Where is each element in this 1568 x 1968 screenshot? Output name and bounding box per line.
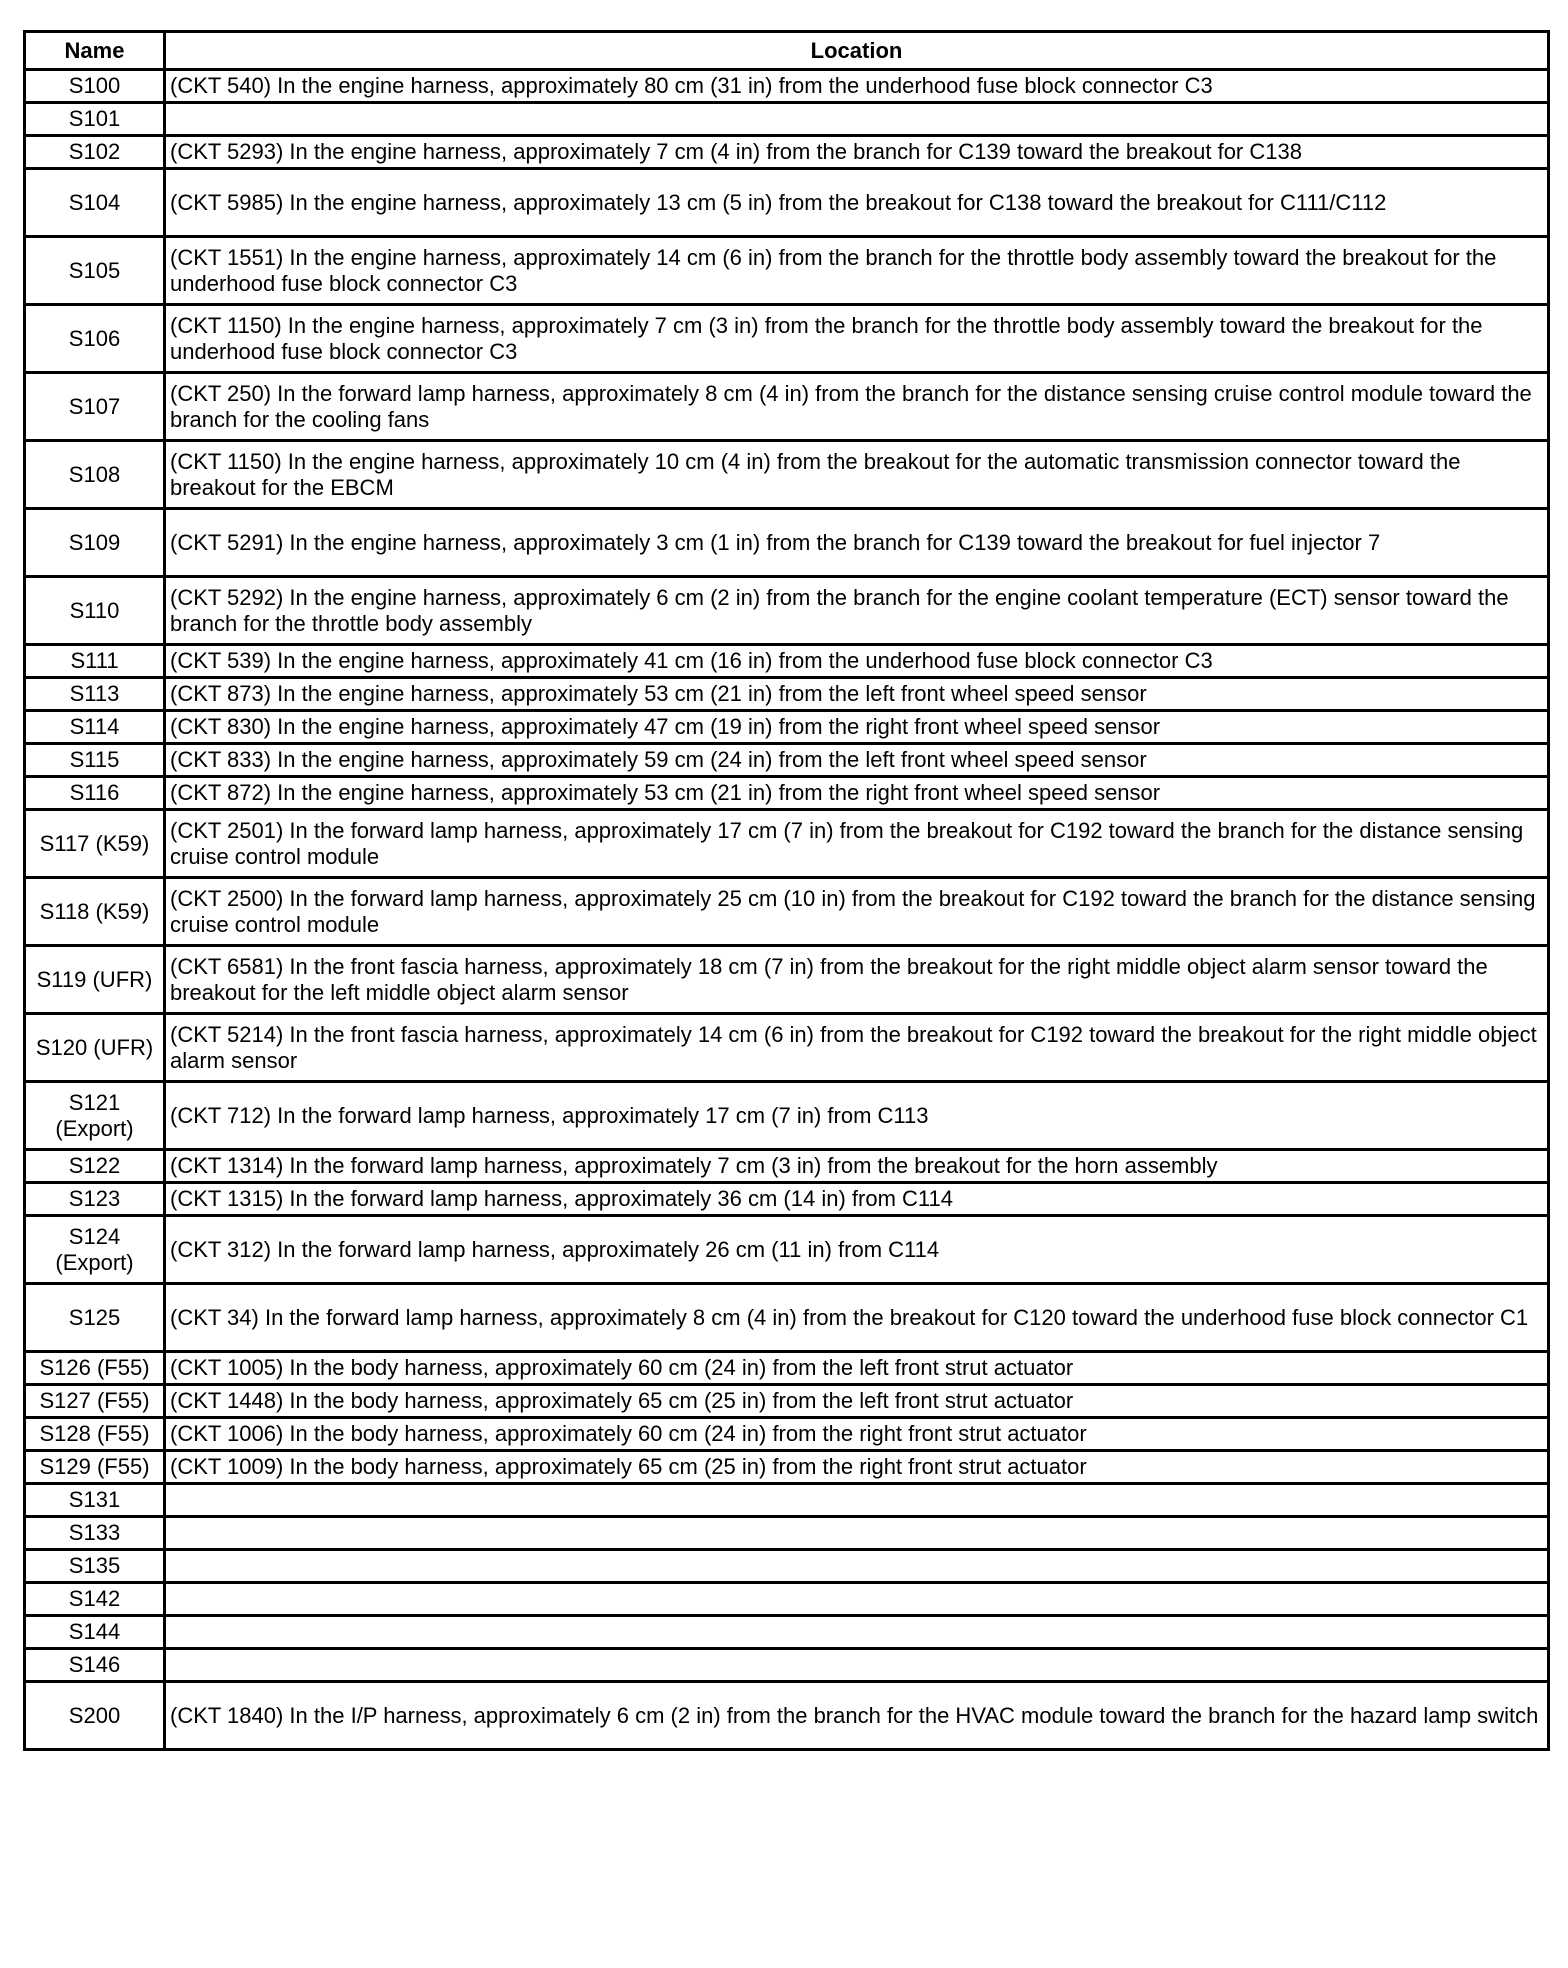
splice-location-cell: (CKT 2500) In the forward lamp harness, approximately 25 cm (10 in) from the breakout for C192 toward the branch for the distance sensing cruise control module [165, 878, 1549, 946]
splice-name-cell: S114 [25, 711, 165, 744]
splice-location-cell [165, 1550, 1549, 1583]
splice-location-cell: (CKT 1551) In the engine harness, approximately 14 cm (6 in) from the branch for the throttle body assembly toward the breakout for the underhood fuse block connector C3 [165, 237, 1549, 305]
splice-name-cell: S128 (F55) [25, 1418, 165, 1451]
splice-name-cell: S101 [25, 103, 165, 136]
splice-location-table [23, 30, 1550, 1751]
splice-name-cell: S115 [25, 744, 165, 777]
table-row [25, 103, 1549, 136]
table-row [25, 1352, 1549, 1385]
splice-location-cell: (CKT 5293) In the engine harness, approximately 7 cm (4 in) from the branch for C139 toward the breakout for C138 [165, 136, 1549, 169]
splice-name-cell: S102 [25, 136, 165, 169]
table-row [25, 509, 1549, 577]
splice-name-cell: S133 [25, 1517, 165, 1550]
splice-location-cell: (CKT 1006) In the body harness, approximately 60 cm (24 in) from the right front strut actuator [165, 1418, 1549, 1451]
splice-name-cell: S135 [25, 1550, 165, 1583]
table-row [25, 373, 1549, 441]
splice-location-cell: (CKT 540) In the engine harness, approximately 80 cm (31 in) from the underhood fuse block connector C3 [165, 70, 1549, 103]
splice-location-cell: (CKT 5985) In the engine harness, approximately 13 cm (5 in) from the breakout for C138 toward the breakout for C111/C112 [165, 169, 1549, 237]
table-row [25, 169, 1549, 237]
splice-location-cell: (CKT 1009) In the body harness, approximately 65 cm (25 in) from the right front strut actuator [165, 1451, 1549, 1484]
table-body [25, 70, 1549, 1750]
splice-location-cell: (CKT 250) In the forward lamp harness, approximately 8 cm (4 in) from the branch for the distance sensing cruise control module toward the branch for the cooling fans [165, 373, 1549, 441]
table-row [25, 1616, 1549, 1649]
splice-name-cell: S116 [25, 777, 165, 810]
splice-name-cell: S109 [25, 509, 165, 577]
splice-location-cell: (CKT 872) In the engine harness, approximately 53 cm (21 in) from the right front wheel speed sensor [165, 777, 1549, 810]
splice-name-cell: S200 [25, 1682, 165, 1750]
splice-name-cell: S125 [25, 1284, 165, 1352]
table-row [25, 645, 1549, 678]
table-row [25, 1150, 1549, 1183]
splice-location-cell: (CKT 833) In the engine harness, approximately 59 cm (24 in) from the left front wheel speed sensor [165, 744, 1549, 777]
splice-name-cell: S100 [25, 70, 165, 103]
splice-location-cell: (CKT 5292) In the engine harness, approximately 6 cm (2 in) from the branch for the engine coolant temperature (ECT) sensor toward the branch for the throttle body assembly [165, 577, 1549, 645]
splice-name-cell: S111 [25, 645, 165, 678]
header-row [25, 32, 1549, 70]
splice-name-cell: S106 [25, 305, 165, 373]
splice-name-cell: S124 (Export) [25, 1216, 165, 1284]
table-row [25, 1216, 1549, 1284]
table-row [25, 1451, 1549, 1484]
table-row [25, 577, 1549, 645]
splice-location-cell [165, 103, 1549, 136]
splice-location-cell: (CKT 6581) In the front fascia harness, approximately 18 cm (7 in) from the breakout for the right middle object alarm sensor toward the breakout for the left middle object alarm sensor [165, 946, 1549, 1014]
table-row [25, 810, 1549, 878]
splice-location-cell: (CKT 1150) In the engine harness, approximately 10 cm (4 in) from the breakout for the automatic transmission connector toward the breakout for the EBCM [165, 441, 1549, 509]
splice-location-cell [165, 1583, 1549, 1616]
splice-location-cell: (CKT 312) In the forward lamp harness, approximately 26 cm (11 in) from C114 [165, 1216, 1549, 1284]
table-row [25, 711, 1549, 744]
column-header-location: Location [165, 32, 1549, 70]
splice-name-cell: S146 [25, 1649, 165, 1682]
splice-location-cell: (CKT 873) In the engine harness, approximately 53 cm (21 in) from the left front wheel speed sensor [165, 678, 1549, 711]
splice-name-cell: S104 [25, 169, 165, 237]
column-header-name: Name [25, 32, 165, 70]
splice-location-cell: (CKT 539) In the engine harness, approximately 41 cm (16 in) from the underhood fuse block connector C3 [165, 645, 1549, 678]
splice-location-cell: (CKT 34) In the forward lamp harness, approximately 8 cm (4 in) from the breakout for C120 toward the underhood fuse block connector C1 [165, 1284, 1549, 1352]
table-row [25, 1682, 1549, 1750]
splice-location-cell: (CKT 2501) In the forward lamp harness, approximately 17 cm (7 in) from the breakout for C192 toward the branch for the distance sensing cruise control module [165, 810, 1549, 878]
splice-location-cell: (CKT 712) In the forward lamp harness, approximately 17 cm (7 in) from C113 [165, 1082, 1549, 1150]
table-row [25, 136, 1549, 169]
splice-name-cell: S129 (F55) [25, 1451, 165, 1484]
splice-name-cell: S131 [25, 1484, 165, 1517]
splice-location-cell [165, 1484, 1549, 1517]
splice-name-cell: S119 (UFR) [25, 946, 165, 1014]
table-row [25, 878, 1549, 946]
table-row [25, 777, 1549, 810]
table-row [25, 1014, 1549, 1082]
splice-name-cell: S120 (UFR) [25, 1014, 165, 1082]
splice-location-cell: (CKT 5291) In the engine harness, approximately 3 cm (1 in) from the branch for C139 toward the breakout for fuel injector 7 [165, 509, 1549, 577]
splice-name-cell: S117 (K59) [25, 810, 165, 878]
splice-location-cell: (CKT 1005) In the body harness, approximately 60 cm (24 in) from the left front strut actuator [165, 1352, 1549, 1385]
table-row [25, 744, 1549, 777]
splice-name-cell: S126 (F55) [25, 1352, 165, 1385]
splice-name-cell: S105 [25, 237, 165, 305]
splice-location-cell: (CKT 1840) In the I/P harness, approximately 6 cm (2 in) from the branch for the HVAC module toward the branch for the hazard lamp switch [165, 1682, 1549, 1750]
table-row [25, 946, 1549, 1014]
splice-location-cell: (CKT 1448) In the body harness, approximately 65 cm (25 in) from the left front strut actuator [165, 1385, 1549, 1418]
splice-name-cell: S108 [25, 441, 165, 509]
splice-name-cell: S113 [25, 678, 165, 711]
table-row [25, 1284, 1549, 1352]
table-row [25, 1484, 1549, 1517]
table-row [25, 441, 1549, 509]
table-row [25, 1649, 1549, 1682]
splice-name-cell: S127 (F55) [25, 1385, 165, 1418]
splice-location-cell: (CKT 5214) In the front fascia harness, approximately 14 cm (6 in) from the breakout for C192 toward the breakout for the right middle object alarm sensor [165, 1014, 1549, 1082]
table-row [25, 1385, 1549, 1418]
splice-location-cell: (CKT 1314) In the forward lamp harness, approximately 7 cm (3 in) from the breakout for the horn assembly [165, 1150, 1549, 1183]
splice-name-cell: S107 [25, 373, 165, 441]
table-row [25, 1082, 1549, 1150]
table-row [25, 1418, 1549, 1451]
splice-location-cell: (CKT 830) In the engine harness, approximately 47 cm (19 in) from the right front wheel speed sensor [165, 711, 1549, 744]
splice-name-cell: S121 (Export) [25, 1082, 165, 1150]
splice-name-cell: S122 [25, 1150, 165, 1183]
table-row [25, 305, 1549, 373]
splice-location-cell [165, 1649, 1549, 1682]
splice-name-cell: S144 [25, 1616, 165, 1649]
splice-name-cell: S118 (K59) [25, 878, 165, 946]
table-row [25, 1517, 1549, 1550]
table-row [25, 1550, 1549, 1583]
splice-location-cell: (CKT 1315) In the forward lamp harness, approximately 36 cm (14 in) from C114 [165, 1183, 1549, 1216]
splice-name-cell: S142 [25, 1583, 165, 1616]
splice-location-cell [165, 1517, 1549, 1550]
splice-location-cell: (CKT 1150) In the engine harness, approximately 7 cm (3 in) from the branch for the throttle body assembly toward the breakout for the underhood fuse block connector C3 [165, 305, 1549, 373]
splice-location-table-container [23, 30, 1550, 1751]
splice-name-cell: S123 [25, 1183, 165, 1216]
splice-name-cell: S110 [25, 577, 165, 645]
splice-location-cell [165, 1616, 1549, 1649]
table-row [25, 1583, 1549, 1616]
table-row [25, 678, 1549, 711]
table-row [25, 237, 1549, 305]
table-row [25, 70, 1549, 103]
table-row [25, 1183, 1549, 1216]
